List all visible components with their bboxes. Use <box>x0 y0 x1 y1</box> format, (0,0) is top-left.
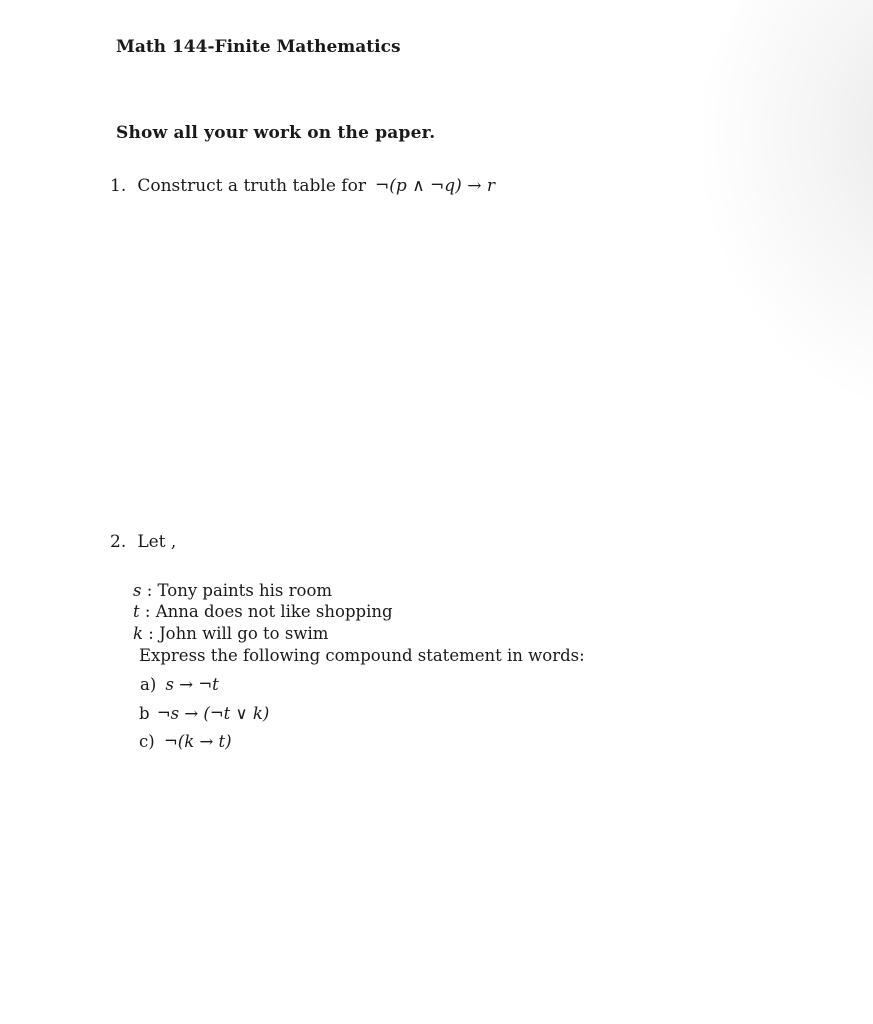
part-label: c) <box>139 732 155 751</box>
definition-meaning: Tony paints his room <box>157 581 333 600</box>
part-label: b <box>139 704 150 723</box>
part-b <box>139 704 269 723</box>
question-prompt: Express the following compound statement in words: <box>139 646 585 665</box>
definition-symbol: t <box>133 602 140 621</box>
part-c <box>139 732 232 751</box>
definition-meaning: Anna does not like shopping <box>155 602 393 621</box>
document-title: Math 144-Finite Mathematics <box>116 37 401 57</box>
definition-t <box>133 602 393 621</box>
definition-meaning: John will go to swim <box>159 624 329 643</box>
page-shadow <box>693 0 873 420</box>
definition-symbol: s <box>133 581 142 600</box>
question-expression: ¬(p ∧ ¬q) → r <box>375 176 495 196</box>
part-a <box>140 675 219 694</box>
question-text: Construct a truth table for <box>137 176 366 196</box>
question-text: Let , <box>137 532 177 552</box>
definition-separator: : <box>143 624 160 643</box>
question-1 <box>110 176 495 196</box>
question-number: 2. <box>110 532 127 552</box>
question-number: 1. <box>110 176 127 196</box>
definition-symbol: k <box>133 624 143 643</box>
part-label: a) <box>140 675 157 694</box>
definition-k <box>133 624 328 643</box>
definition-separator: : <box>141 581 158 600</box>
instructions: Show all your work on the paper. <box>116 123 436 143</box>
definition-separator: : <box>139 602 156 621</box>
part-expression: s → ¬t <box>165 675 219 694</box>
question-2 <box>110 532 176 552</box>
part-expression: ¬(k → t) <box>163 732 232 751</box>
part-expression: ¬s → (¬t ∨ k) <box>156 704 270 723</box>
definition-s <box>133 581 332 600</box>
